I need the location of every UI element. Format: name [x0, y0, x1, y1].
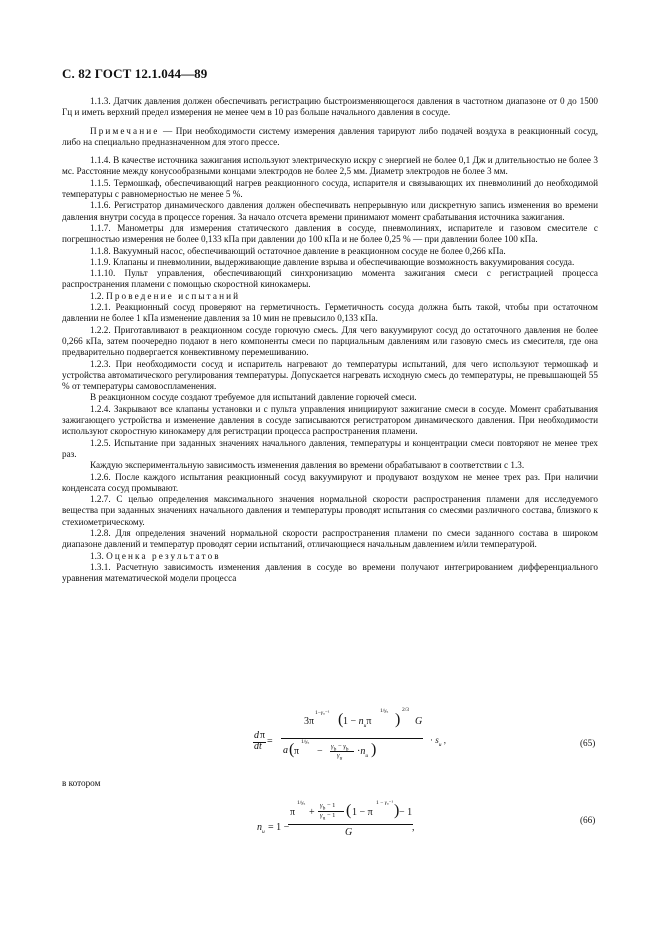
paragraph-1-1-9: 1.1.9. Клапаны и пневмолинии, выдерживающие давление взрыва и обеспечивающие возможность вакуумирования сосуда.	[90, 256, 575, 267]
paragraph-1-2-2: 1.2.2. Приготавливают в реакционном сосуде горючую смесь. Для чего вакуумируют сосуд до остаточного давления не более 0,266 кПа, затем поочередно подают в него компоненты смеси по парциальным давлениям или газовую смесь из смесителя, где она предварительно подвергается конвективному перемешиванию.	[62, 324, 598, 358]
document-body	[62, 96, 598, 584]
paragraph-1-1-4: 1.1.4. В качестве источника зажигания используют электрическую искру с энергией не более 0,1 Дж и длительностью не более 3 мс. Расстояние между конусообразными концами электродов не более 2,5 мм. Диаметр электродов не более 3 мм.	[62, 155, 598, 177]
section-heading-1-2	[62, 291, 598, 302]
page-header: С. 82 ГОСТ 12.1.044—89	[62, 66, 208, 81]
section-number-1-3: 1.3.	[90, 550, 107, 561]
section-number-1-2: 1.2.	[90, 290, 107, 301]
section-heading-1-3	[62, 551, 598, 562]
paragraph-1-1-5: 1.1.5. Термошкаф, обеспечивающий нагрев реакционного сосуда, испарителя и связывающих их пневмолиний до необходимой температуры с равномерностью не менее 5 %.	[62, 177, 598, 200]
paragraph-1-2-4: 1.2.4. Закрывают все клапаны установки и с пульта управления инициируют зажигание смеси в сосуде. Момент срабатывания зажигающего устройства и изменение давления в сосуде записываются регистратором динамического давления. При необходимости используют скоростную кинокамеру для регистрации процесса распространения пламени.	[62, 403, 598, 437]
paragraph-1-2-3: 1.2.3. При необходимости сосуд и испаритель нагревают до температуры испытаний, для чего используют термошкаф и устройства автоматического регулирования температуры. Допускается нагревать исходную смесь до температуры, не превышающей 55 % от температуры самовоспламенения.	[62, 358, 598, 392]
section-title-1-2: Проведение испытаний	[106, 290, 241, 301]
paragraph-1-2-6: 1.2.6. После каждого испытания реакционный сосуд вакуумируют и продувают воздухом не менее трех раз. При наличии конденсата сосуд промывают.	[62, 471, 598, 493]
equation-65-number: (65)	[580, 738, 596, 748]
paragraph-1-3-1: 1.3.1. Расчетную зависимость изменения давления в сосуде во времени получают интегрированием дифференциального уравнения математической модели процесса	[62, 561, 598, 584]
note-text: — При необходимости систему измерения давления тарируют либо подачей воздуха в реакционный сосуд, либо на специально предназначенном для этого прессе.	[62, 125, 598, 147]
note-paragraph	[62, 126, 598, 149]
paragraph-1-1-8: 1.1.8. Вакуумный насос, обеспечивающий остаточное давление в реакционном сосуде не более 0,266 кПа.	[90, 245, 506, 256]
equation-66-number: (66)	[580, 815, 596, 825]
paragraph-1-2-5-b: Каждую экспериментальную зависимость изменения давления во времени обрабатывают в соответствии с 1.3.	[90, 460, 525, 471]
paragraph-1-2-7: 1.2.7. С целью определения максимального значения нормальной скорости распространения пламени для исследуемого вещества при заданных значениях начального давления и температуры проводят испытания со смесями различного состава, близкого к стехиометрическому.	[62, 494, 598, 527]
paragraph-1-2-8: 1.2.8. Для определения значений нормальной скорости распространения пламени по смеси заданного состава в широком диапазоне давлений и температур проводят серии испытаний, отличающиеся начальным давлением и/или температурой.	[62, 527, 598, 550]
paragraph-1-1-10: 1.1.10. Пульт управления, обеспечивающий синхронизацию момента зажигания смеси с регистрацией процесса распространения пламени с помощью скоростной кинокамеры.	[62, 268, 598, 290]
paragraph-1-1-3: 1.1.3. Датчик давления должен обеспечивать регистрацию быстроизменяющегося давления в частотном диапазоне от 0 до 1500 Гц и иметь верхний предел измерения не менее чем в 10 раз больше начального давления в сосуде.	[62, 96, 598, 118]
note-label: Примечание	[90, 125, 160, 136]
paragraph-1-2-1: 1.2.1. Реакционный сосуд проверяют на герметичность. Герметичность сосуда должна быть такой, чтобы при остаточном давлении не более 1 кПа изменение давления за 10 мин не превысило 0,133 кПа.	[62, 302, 598, 324]
section-title-1-3: Оценка результатов	[106, 550, 221, 561]
paragraph-1-1-6: 1.1.6. Регистратор динамического давления должен обеспечивать непрерывную или дискретную запись изменения во времени давления внутри сосуда в процессе горения. За начало отсчета времени принимают момент срабатывания источника зажигания.	[62, 200, 598, 222]
paragraph-1-1-7: 1.1.7. Манометры для измерения статического давления в сосуде, пневмолиниях, испарителе и газовом смесителе с погрешностью измерения не более 0,133 кПа при давлении до 100 кПа и не более 0,25 % — при давлении более 100 кПа.	[62, 222, 598, 245]
paragraph-1-2-5: 1.2.5. Испытание при заданных значениях начального давления, температуры и концентрации смеси повторяют не менее трех раз.	[62, 437, 598, 459]
paragraph-1-2-3-b: В реакционном сосуде создают требуемое для испытаний давление горючей смеси.	[90, 392, 417, 403]
in-which-text: в котором	[62, 778, 101, 788]
